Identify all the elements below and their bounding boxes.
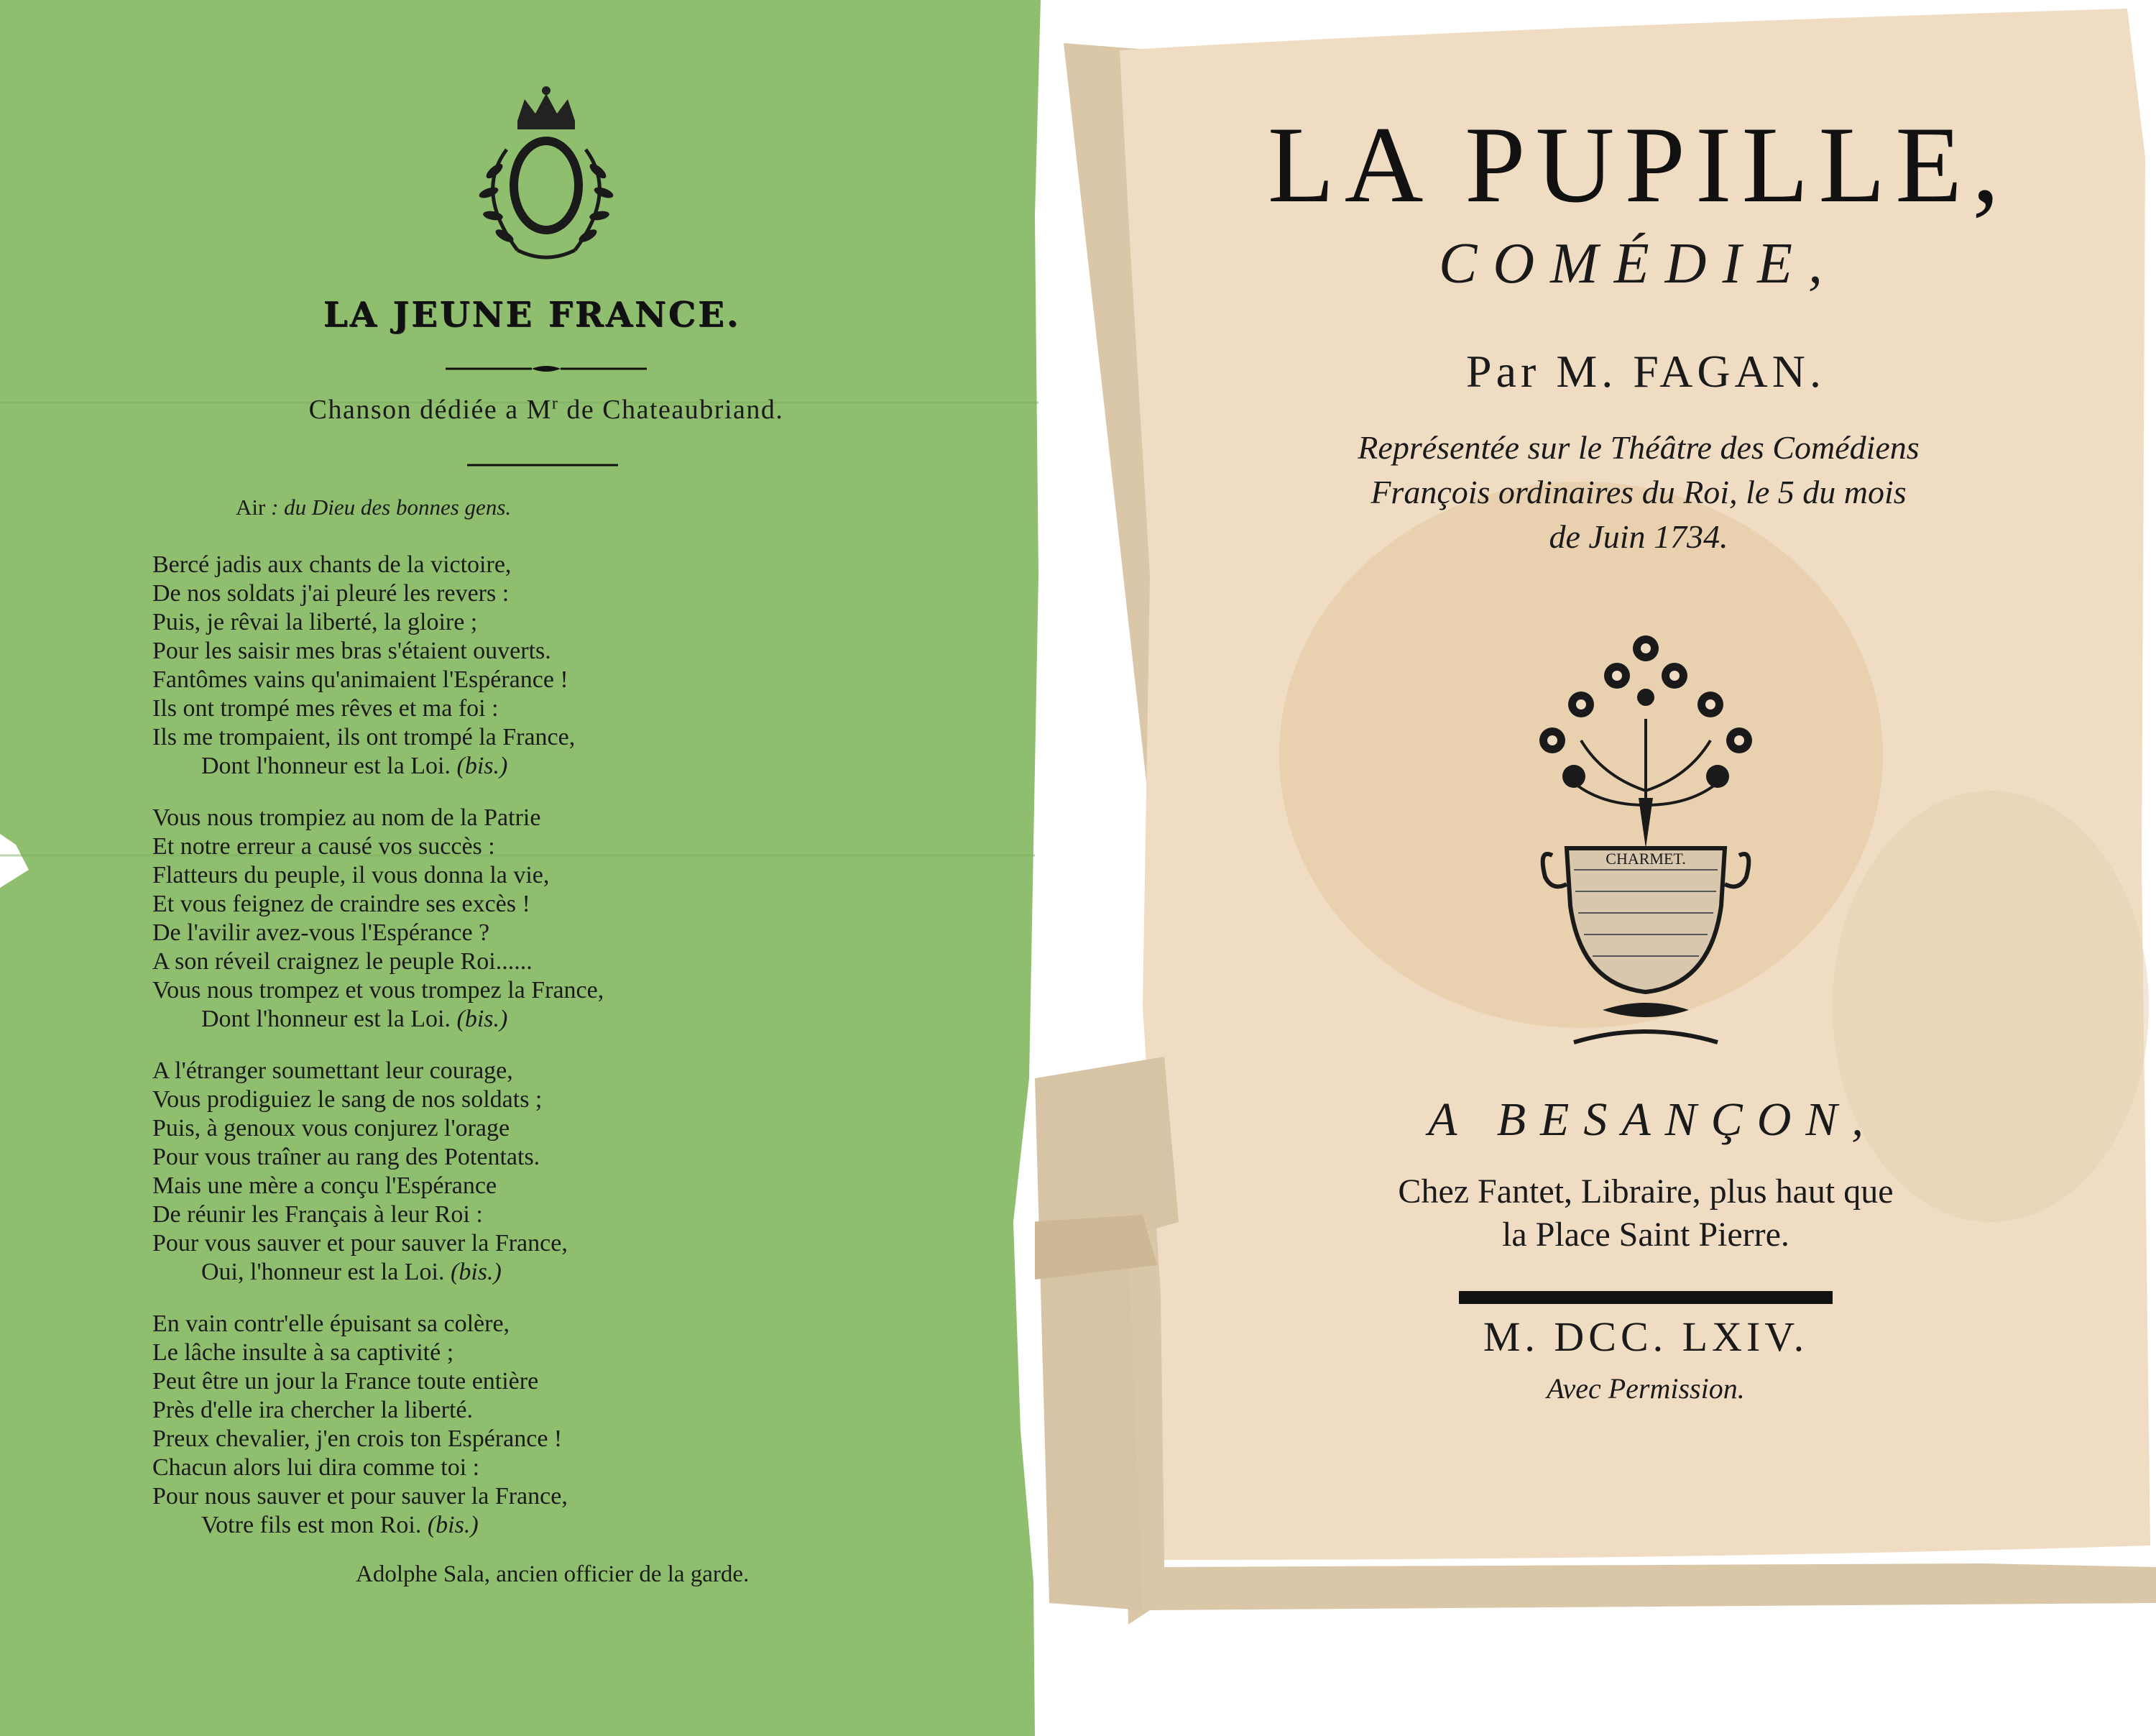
performance-line: François ordinaires du Roi, le 5 du mois xyxy=(1370,474,1907,510)
performance-line: Représentée sur le Théâtre des Comédiens xyxy=(1358,429,1920,466)
refrain-line: Oui, l'honneur est la Loi. (bis.) xyxy=(201,1259,502,1285)
verse-line: Puis, je rêvai la liberté, la gloire ; xyxy=(152,609,478,635)
verse-line: Puis, à genoux vous conjurez l'orage xyxy=(152,1115,510,1142)
verse-line: Preux chevalier, j'en crois ton Espérance ! xyxy=(152,1425,563,1452)
verse-line: De l'avilir avez-vous l'Espérance ? xyxy=(152,919,490,946)
refrain-line: Votre fils est mon Roi. (bis.) xyxy=(201,1512,479,1538)
crown-laurel-emblem xyxy=(460,85,632,272)
green-song-sheet xyxy=(0,0,1051,1736)
permission-note: Avec Permission. xyxy=(1547,1372,1745,1405)
verse-line: Pour vous traîner au rang des Potentats. xyxy=(152,1144,540,1170)
verse-line: A son réveil craignez le peuple Roi...... xyxy=(152,948,533,975)
verse-line: Vous nous trompiez au nom de la Patrie xyxy=(152,804,541,831)
publication-year: M. DCC. LXIV. xyxy=(1483,1313,1809,1360)
thick-rule xyxy=(1459,1291,1833,1304)
song-dedication: Chanson dédiée a $M^r$ de Chateaubriand. xyxy=(308,394,784,425)
verse-line: Ils me trompaient, ils ont trompé la France, xyxy=(152,724,576,750)
publisher-block xyxy=(1286,1170,2005,1257)
book-author: Par M. FAGAN. xyxy=(1466,346,1825,397)
refrain-line: Dont l'honneur est la Loi. (bis.) xyxy=(201,753,508,779)
printer-mark-flower-vase xyxy=(1524,633,1768,1064)
verse-line: Vous nous trompez et vous trompez la France, xyxy=(152,977,604,1004)
performance-note xyxy=(1279,426,1998,559)
verse-line: En vain contr'elle épuisant sa colère, xyxy=(152,1310,510,1337)
verse-line: Pour nous sauver et pour sauver la France, xyxy=(152,1483,568,1510)
verse-line: Flatteurs du peuple, il vous donna la vie, xyxy=(152,862,550,888)
verse-line: Fantômes vains qu'animaient l'Espérance ! xyxy=(152,666,568,693)
air-line: Air : du Dieu des bonnes gens. xyxy=(236,495,512,520)
stanza-3 xyxy=(152,1057,568,1287)
publisher-line: Chez Fantet, Libraire, plus haut que xyxy=(1398,1172,1894,1211)
verse-line: Et notre erreur a causé vos succès : xyxy=(152,833,495,860)
printer-mark-label: CHARMET. xyxy=(1606,850,1686,868)
verse-line: Bercé jadis aux chants de la victoire, xyxy=(152,551,512,578)
verse-line: Chacun alors lui dira comme toi : xyxy=(152,1454,480,1481)
performance-line: de Juin 1734. xyxy=(1549,518,1728,555)
publisher-line: la Place Saint Pierre. xyxy=(1502,1216,1789,1254)
stanza-1 xyxy=(152,551,575,781)
verse-line: Peut être un jour la France toute entière xyxy=(152,1368,539,1395)
author-signature: Adolphe Sala, ancien officier de la garde. xyxy=(356,1561,750,1587)
verse-line: Mais une mère a conçu l'Espérance xyxy=(152,1172,497,1199)
stanza-2 xyxy=(152,804,604,1034)
verse-line: De réunir les Français à leur Roi : xyxy=(152,1201,483,1228)
verse-line: Près d'elle ira chercher la liberté. xyxy=(152,1397,474,1423)
verse-line: Et vous feignez de craindre ses excès ! xyxy=(152,891,530,917)
refrain-line: Dont l'honneur est la Loi. (bis.) xyxy=(201,1006,508,1032)
verse-line: Pour vous sauver et pour sauver la France, xyxy=(152,1230,568,1257)
verse-line: Pour les saisir mes bras s'étaient ouverts. xyxy=(152,638,551,664)
verse-line: De nos soldats j'ai pleuré les revers : xyxy=(152,580,510,607)
song-title: LA JEUNE FRANCE. xyxy=(323,295,741,335)
stanza-4 xyxy=(152,1310,568,1540)
book-genre: COMÉDIE, xyxy=(1439,232,1838,295)
ornamental-rule xyxy=(446,363,647,375)
publication-city: A BESANÇON, xyxy=(1428,1093,1878,1146)
divider-rule xyxy=(467,461,618,469)
verse-line: Vous prodiguiez le sang de nos soldats ; xyxy=(152,1086,543,1113)
verse-line: Le lâche insulte à sa captivité ; xyxy=(152,1339,454,1366)
verse-line: A l'étranger soumettant leur courage, xyxy=(152,1057,513,1084)
verse-line: Ils ont trompé mes rêves et ma foi : xyxy=(152,695,499,722)
book-title: LA PUPILLE, xyxy=(1267,104,2010,225)
